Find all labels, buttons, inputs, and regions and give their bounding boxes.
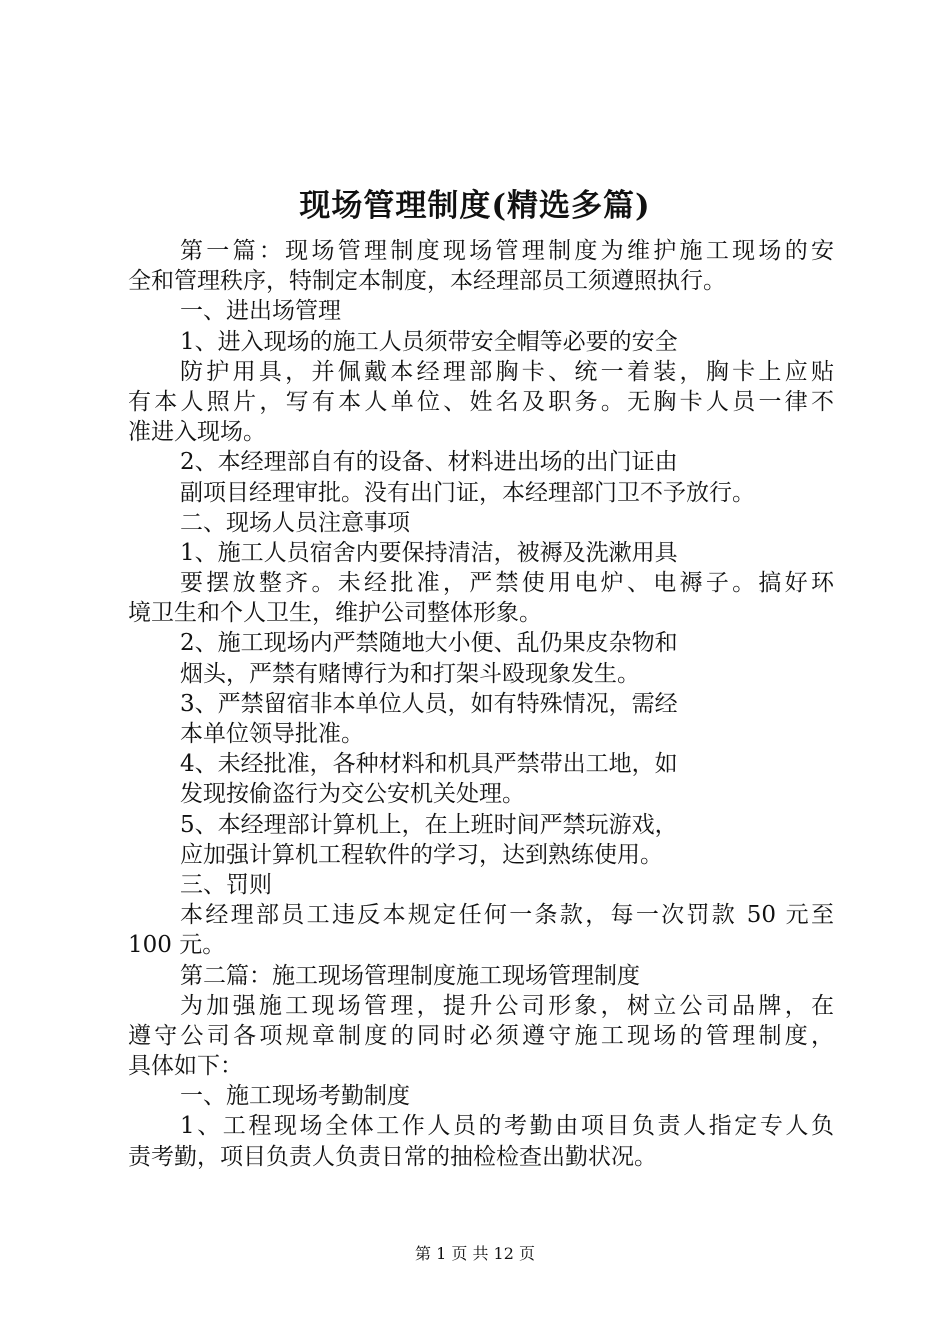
document-title: 现场管理制度(精选多篇) <box>299 188 651 224</box>
text-line: 5、本经理部计算机上，在上班时间严禁玩游戏， <box>180 811 678 838</box>
page-footer: 第 1 页 共 12 页 <box>415 1244 535 1263</box>
text-line: 具体如下： <box>128 1053 243 1080</box>
text-line: 100 元。 <box>128 932 226 959</box>
text-line: 二、现场人员注意事项 <box>180 509 410 536</box>
text-line: 第一篇：现场管理制度现场管理制度为维护施工现场的安 <box>180 238 834 264</box>
text-line: 1、工程现场全体工作人员的考勤由项目负责人指定专人负 <box>180 1113 834 1140</box>
text-line: 全和管理秩序，特制定本制度，本经理部员工须遵照执行。 <box>128 268 726 295</box>
text-line: 3、严禁留宿非本单位人员，如有特殊情况，需经 <box>180 690 678 717</box>
text-line: 本经理部员工违反本规定任何一条款，每一次罚款 50 元至 <box>180 902 834 929</box>
text-line: 为加强施工现场管理，提升公司形象，树立公司品牌，在 <box>180 992 834 1019</box>
text-line: 2、施工现场内严禁随地大小便、乱仍果皮杂物和 <box>180 630 678 657</box>
text-line: 准进入现场。 <box>128 419 266 446</box>
text-line: 遵守公司各项规章制度的同时必须遵守施工现场的管理制度， <box>128 1022 834 1049</box>
text-line: 一、施工现场考勤制度 <box>180 1083 410 1110</box>
text-line: 境卫生和个人卫生，维护公司整体形象。 <box>128 600 542 627</box>
text-line: 本单位领导批准。 <box>180 721 364 747</box>
text-line: 责考勤，项目负责人负责日常的抽检检查出勤状况。 <box>128 1143 657 1170</box>
text-line: 一、进出场管理 <box>180 298 341 325</box>
text-line: 2、本经理部自有的设备、材料进出场的出门证由 <box>180 449 678 476</box>
text-line: 要摆放整齐。未经批准，严禁使用电炉、电褥子。搞好环 <box>180 570 834 597</box>
text-line: 1、进入现场的施工人员须带安全帽等必要的安全 <box>180 328 678 355</box>
text-line: 防护用具，并佩戴本经理部胸卡、统一着装，胸卡上应贴 <box>180 358 834 385</box>
text-line: 发现按偷盗行为交公安机关处理。 <box>180 781 525 808</box>
text-line: 1、施工人员宿舍内要保持清洁，被褥及洗漱用具 <box>180 539 678 566</box>
text-line: 第二篇：施工现场管理制度施工现场管理制度 <box>180 962 640 989</box>
text-line: 烟头，严禁有赌博行为和打架斗殴现象发生。 <box>180 660 640 687</box>
document-body <box>128 236 834 1172</box>
text-line: 应加强计算机工程软件的学习，达到熟练使用。 <box>180 841 663 868</box>
text-line: 三、罚则 <box>180 871 272 898</box>
text-line: 有本人照片，写有本人单位、姓名及职务。无胸卡人员一律不 <box>128 388 834 415</box>
text-line: 副项目经理审批。没有出门证，本经理部门卫不予放行。 <box>180 479 755 506</box>
text-line: 4、未经批准，各种材料和机具严禁带出工地，如 <box>180 751 678 778</box>
